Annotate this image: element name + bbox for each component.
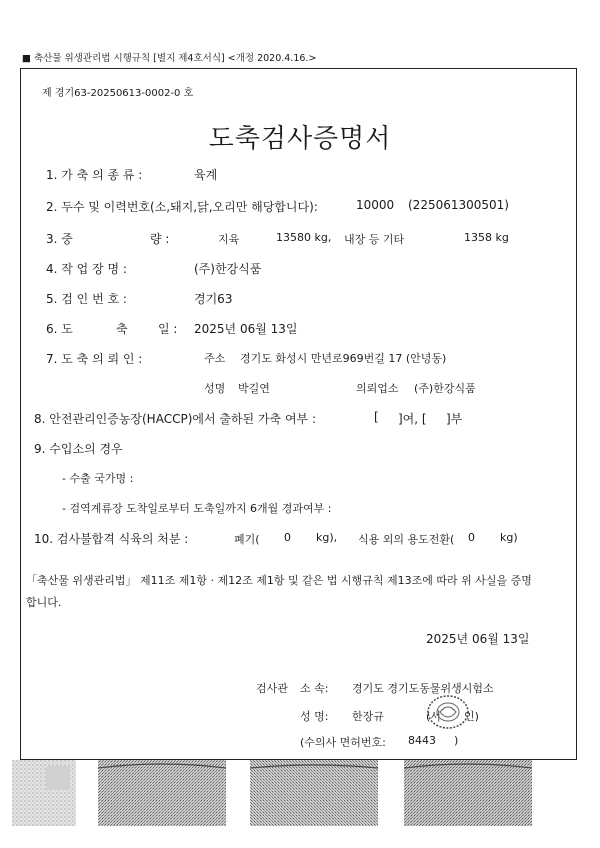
item6-value: 2025년 06월 13일 — [194, 322, 298, 336]
item10-disposal: 폐기( — [234, 533, 260, 546]
item10-other-value: 0 — [468, 531, 475, 544]
item7-name: 박길연 — [238, 382, 270, 395]
inspector-org: 경기도 경기도동물위생시험소 — [352, 682, 494, 695]
statement-line2: 합니다. — [26, 596, 62, 609]
inspector-label: 검사관 — [256, 682, 288, 695]
license-label: (수의사 면허번호: — [300, 736, 386, 749]
inspector-org-label: 소 속: — [300, 682, 329, 695]
item7-biz-label: 의뢰업소 — [356, 382, 399, 395]
item8-no: ]부 — [446, 412, 463, 426]
inspector-name: 한장규 — [352, 710, 384, 723]
item8-yes: ]여, [ — [398, 412, 427, 426]
item10-disposal-value: 0 — [284, 531, 291, 544]
document-number: 제 경기63-20250613-0002-0 호 — [42, 88, 194, 99]
item9-label: 9. 수입소의 경우 — [34, 442, 123, 456]
item5-value: 경기63 — [194, 292, 233, 306]
item7-label: 7. 도 축 의 뢰 인 : — [46, 352, 143, 366]
item7-name-label: 성명 — [204, 382, 226, 395]
statement-date: 2025년 06월 13일 — [426, 632, 530, 646]
item6-label: 6. 도 — [46, 322, 73, 336]
item6-label3: 일 : — [158, 322, 178, 336]
item9-quarantine: - 검역계류장 도착일로부터 도축일까지 6개월 경과여부 : — [62, 502, 332, 515]
item3-label: 3. 중 — [46, 232, 73, 246]
item3-label2: 량 : — [150, 232, 170, 246]
security-pattern-icon — [404, 760, 532, 826]
item10-label: 10. 검사불합격 식육의 처분 : — [34, 532, 189, 546]
item2-count: 10000 — [356, 198, 395, 212]
item3-sub1: 지육 — [218, 233, 240, 246]
seal-stamp-icon — [420, 692, 476, 732]
security-pattern-icon — [98, 760, 226, 826]
item2-trace: (225061300501) — [408, 198, 509, 212]
item8-label: 8. 안전관리인증농장(HACCP)에서 출하된 가축 여부 : — [34, 412, 317, 426]
statement-line1: 「축산물 위생관리법」 제11조 제1항 · 제12조 제1항 및 같은 법 시행규칙 제13조에 따라 위 사실을 증명 — [26, 574, 532, 587]
item8-yes-open: [ — [374, 410, 379, 424]
license-number: 8443 — [408, 734, 436, 747]
inspector-sign-open: (서 — [426, 710, 441, 723]
item6-label2: 축 — [116, 322, 128, 336]
security-pattern-icon — [250, 760, 378, 826]
item1-label: 1. 가 축 의 종 류 : — [46, 168, 143, 182]
item10-other: 식용 외의 용도전환( — [358, 533, 455, 546]
item5-label: 5. 검 인 번 호 : — [46, 292, 127, 306]
item3-val2: 1358 kg — [464, 231, 509, 244]
item3-sub2: 내장 등 기타 — [344, 233, 405, 246]
item2-label: 2. 두수 및 이력번호(소,돼지,닭,오리만 해당합니다): — [46, 200, 318, 214]
item3-val1: 13580 kg, — [276, 231, 332, 244]
item4-value: (주)한강식품 — [194, 262, 262, 276]
item1-value: 육계 — [194, 168, 218, 182]
item7-biz: (주)한강식품 — [414, 382, 476, 395]
item9-country: - 수출 국가명 : — [62, 472, 134, 485]
license-end: ) — [454, 734, 459, 747]
item7-address: 경기도 화성시 만년로969번길 17 (안녕동) — [240, 352, 447, 365]
page-title: 도축검사증명서 — [208, 124, 392, 154]
item4-label: 4. 작 업 장 명 : — [46, 262, 127, 276]
item10-disposal-unit: kg), — [316, 531, 338, 544]
form-header: ■ 축산물 위생관리법 시행규칙 [별지 제4호서식] <개정 2020.4.16.> — [22, 53, 317, 64]
inspector-sign-close: 인) — [464, 710, 479, 723]
item7-addr-label: 주소 — [204, 352, 226, 365]
inspector-name-label: 성 명: — [300, 710, 329, 723]
item10-other-unit: kg) — [500, 531, 518, 544]
security-pattern-icon — [12, 760, 76, 826]
